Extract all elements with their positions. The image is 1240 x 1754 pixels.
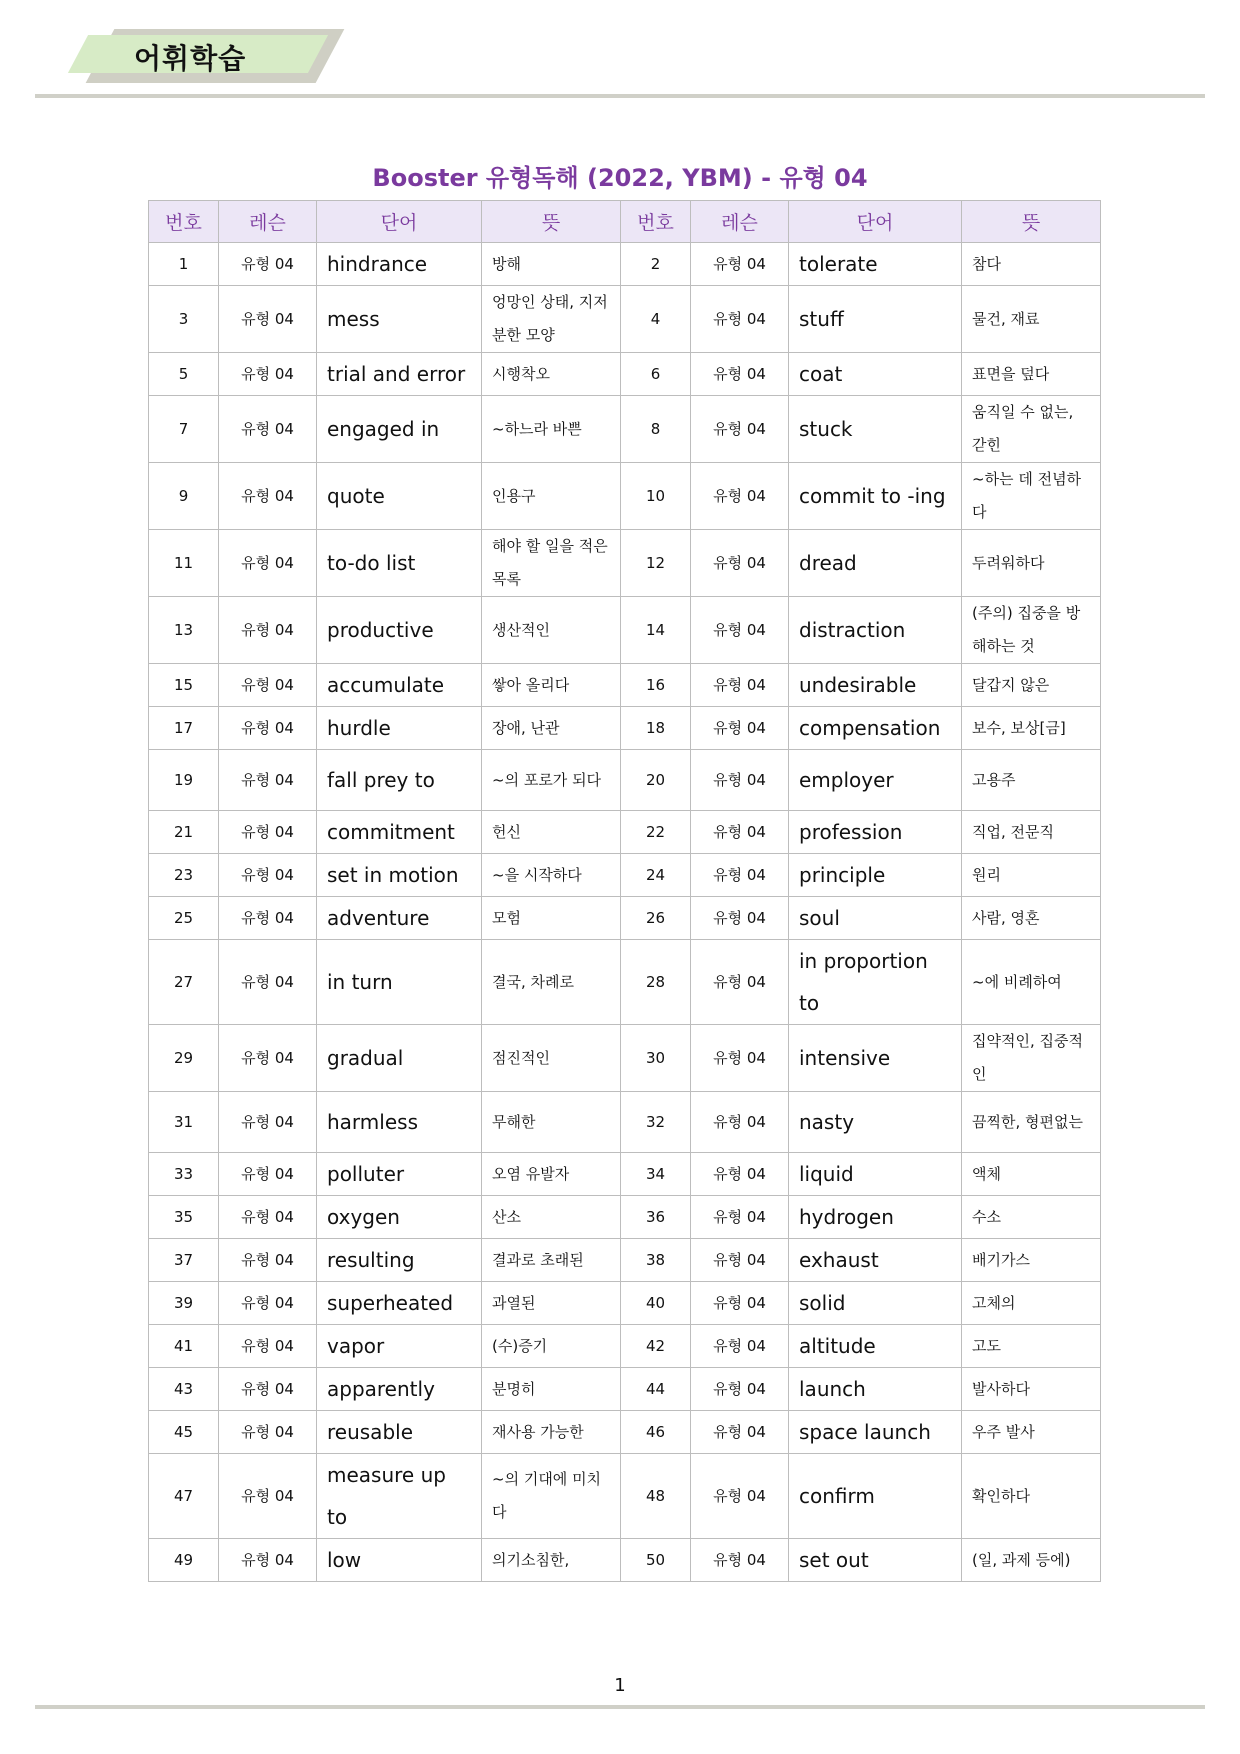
column-header-meaning: 뜻 <box>482 201 621 243</box>
column-header-meaning: 뜻 <box>962 201 1101 243</box>
entry-number: 4 <box>621 286 691 353</box>
entry-number: 36 <box>621 1196 691 1239</box>
entry-number: 11 <box>149 530 219 597</box>
entry-lesson: 유형 04 <box>219 1454 317 1539</box>
entry-lesson: 유형 04 <box>219 1325 317 1368</box>
entry-word: trial and error <box>317 353 482 396</box>
entry-meaning: 생산적인 <box>482 597 621 664</box>
entry-lesson: 유형 04 <box>691 530 789 597</box>
entry-word: principle <box>789 854 962 897</box>
entry-lesson: 유형 04 <box>219 940 317 1025</box>
entry-lesson: 유형 04 <box>691 750 789 811</box>
entry-number: 24 <box>621 854 691 897</box>
entry-number: 16 <box>621 664 691 707</box>
entry-meaning: 결국, 차례로 <box>482 940 621 1025</box>
entry-meaning: ~에 비례하여 <box>962 940 1101 1025</box>
entry-meaning: 보수, 보상[금] <box>962 707 1101 750</box>
entry-word: hindrance <box>317 243 482 286</box>
entry-word: in turn <box>317 940 482 1025</box>
entry-number: 10 <box>621 463 691 530</box>
entry-word: commitment <box>317 811 482 854</box>
entry-meaning: 쌓아 올리다 <box>482 664 621 707</box>
entry-number: 12 <box>621 530 691 597</box>
entry-number: 27 <box>149 940 219 1025</box>
entry-lesson: 유형 04 <box>219 530 317 597</box>
entry-number: 39 <box>149 1282 219 1325</box>
entry-word: employer <box>789 750 962 811</box>
entry-word: nasty <box>789 1092 962 1153</box>
entry-number: 9 <box>149 463 219 530</box>
entry-lesson: 유형 04 <box>691 664 789 707</box>
entry-lesson: 유형 04 <box>691 1454 789 1539</box>
entry-meaning: 무해한 <box>482 1092 621 1153</box>
entry-word: hydrogen <box>789 1196 962 1239</box>
table-row <box>149 353 1101 396</box>
entry-meaning: 고체의 <box>962 1282 1101 1325</box>
entry-number: 31 <box>149 1092 219 1153</box>
entry-meaning: 배기가스 <box>962 1239 1101 1282</box>
entry-lesson: 유형 04 <box>691 1239 789 1282</box>
entry-word: tolerate <box>789 243 962 286</box>
entry-meaning: 우주 발사 <box>962 1411 1101 1454</box>
entry-word: mess <box>317 286 482 353</box>
entry-meaning: 직업, 전문직 <box>962 811 1101 854</box>
entry-number: 8 <box>621 396 691 463</box>
entry-meaning: 재사용 가능한 <box>482 1411 621 1454</box>
entry-number: 35 <box>149 1196 219 1239</box>
entry-word: commit to -ing <box>789 463 962 530</box>
entry-lesson: 유형 04 <box>219 1282 317 1325</box>
entry-number: 45 <box>149 1411 219 1454</box>
table-row <box>149 463 1101 530</box>
entry-word: intensive <box>789 1025 962 1092</box>
entry-lesson: 유형 04 <box>219 750 317 811</box>
entry-lesson: 유형 04 <box>219 396 317 463</box>
entry-meaning: 확인하다 <box>962 1454 1101 1539</box>
entry-number: 40 <box>621 1282 691 1325</box>
entry-number: 6 <box>621 353 691 396</box>
entry-meaning: 산소 <box>482 1196 621 1239</box>
entry-number: 3 <box>149 286 219 353</box>
entry-number: 33 <box>149 1153 219 1196</box>
entry-number: 41 <box>149 1325 219 1368</box>
table-row <box>149 707 1101 750</box>
entry-meaning: 모험 <box>482 897 621 940</box>
table-row <box>149 664 1101 707</box>
entry-number: 21 <box>149 811 219 854</box>
entry-meaning: 액체 <box>962 1153 1101 1196</box>
entry-meaning: 과열된 <box>482 1282 621 1325</box>
entry-number: 22 <box>621 811 691 854</box>
entry-lesson: 유형 04 <box>219 1196 317 1239</box>
entry-lesson: 유형 04 <box>691 1196 789 1239</box>
entry-word: space launch <box>789 1411 962 1454</box>
entry-number: 7 <box>149 396 219 463</box>
table-row <box>149 286 1101 353</box>
column-header-number: 번호 <box>149 201 219 243</box>
section-title: 어휘학습 <box>134 42 247 75</box>
entry-word: soul <box>789 897 962 940</box>
entry-meaning: ~하느라 바쁜 <box>482 396 621 463</box>
entry-lesson: 유형 04 <box>691 1092 789 1153</box>
table-row <box>149 811 1101 854</box>
entry-number: 47 <box>149 1454 219 1539</box>
entry-word: superheated <box>317 1282 482 1325</box>
entry-word: resulting <box>317 1239 482 1282</box>
table-row <box>149 854 1101 897</box>
entry-lesson: 유형 04 <box>691 1282 789 1325</box>
entry-number: 48 <box>621 1454 691 1539</box>
entry-number: 42 <box>621 1325 691 1368</box>
entry-lesson: 유형 04 <box>219 1092 317 1153</box>
table-row <box>149 897 1101 940</box>
entry-lesson: 유형 04 <box>219 1239 317 1282</box>
entry-number: 38 <box>621 1239 691 1282</box>
entry-word: undesirable <box>789 664 962 707</box>
entry-lesson: 유형 04 <box>219 1153 317 1196</box>
entry-word: hurdle <box>317 707 482 750</box>
entry-meaning: 발사하다 <box>962 1368 1101 1411</box>
column-header-word: 단어 <box>789 201 962 243</box>
vocabulary-table <box>148 200 1101 1582</box>
entry-number: 17 <box>149 707 219 750</box>
entry-word: accumulate <box>317 664 482 707</box>
entry-lesson: 유형 04 <box>219 1368 317 1411</box>
entry-meaning: 집약적인, 집중적인 <box>962 1025 1101 1092</box>
entry-number: 15 <box>149 664 219 707</box>
entry-meaning: ~의 포로가 되다 <box>482 750 621 811</box>
entry-meaning: (주의) 집중을 방해하는 것 <box>962 597 1101 664</box>
entry-number: 43 <box>149 1368 219 1411</box>
entry-lesson: 유형 04 <box>219 243 317 286</box>
entry-meaning: ~을 시작하다 <box>482 854 621 897</box>
entry-number: 29 <box>149 1025 219 1092</box>
entry-word: liquid <box>789 1153 962 1196</box>
entry-word: coat <box>789 353 962 396</box>
entry-meaning: 두려워하다 <box>962 530 1101 597</box>
entry-word: polluter <box>317 1153 482 1196</box>
table-row <box>149 940 1101 1025</box>
entry-number: 13 <box>149 597 219 664</box>
entry-number: 44 <box>621 1368 691 1411</box>
entry-lesson: 유형 04 <box>691 1153 789 1196</box>
entry-lesson: 유형 04 <box>219 1539 317 1582</box>
table-row <box>149 1325 1101 1368</box>
entry-word: adventure <box>317 897 482 940</box>
entry-word: set in motion <box>317 854 482 897</box>
table-row <box>149 1092 1101 1153</box>
entry-meaning: 의기소침한, <box>482 1539 621 1582</box>
entry-lesson: 유형 04 <box>691 811 789 854</box>
entry-word: solid <box>789 1282 962 1325</box>
entry-meaning: 참다 <box>962 243 1101 286</box>
entry-number: 25 <box>149 897 219 940</box>
entry-lesson: 유형 04 <box>691 1411 789 1454</box>
table-row <box>149 1025 1101 1092</box>
entry-word: stuck <box>789 396 962 463</box>
entry-word: low <box>317 1539 482 1582</box>
entry-word: reusable <box>317 1411 482 1454</box>
entry-meaning: (수)증기 <box>482 1325 621 1368</box>
page-number: 1 <box>614 1675 626 1696</box>
column-header-lesson: 레슨 <box>691 201 789 243</box>
entry-number: 50 <box>621 1539 691 1582</box>
entry-lesson: 유형 04 <box>219 1411 317 1454</box>
entry-meaning: 점진적인 <box>482 1025 621 1092</box>
entry-lesson: 유형 04 <box>219 1025 317 1092</box>
entry-lesson: 유형 04 <box>219 811 317 854</box>
entry-meaning: 장애, 난관 <box>482 707 621 750</box>
table-row <box>149 530 1101 597</box>
entry-lesson: 유형 04 <box>691 286 789 353</box>
column-header-lesson: 레슨 <box>219 201 317 243</box>
table-row <box>149 1282 1101 1325</box>
entry-lesson: 유형 04 <box>219 286 317 353</box>
entry-lesson: 유형 04 <box>691 396 789 463</box>
table-row <box>149 597 1101 664</box>
entry-lesson: 유형 04 <box>219 664 317 707</box>
entry-meaning: 분명히 <box>482 1368 621 1411</box>
entry-word: harmless <box>317 1092 482 1153</box>
entry-word: profession <box>789 811 962 854</box>
entry-word: gradual <box>317 1025 482 1092</box>
entry-number: 23 <box>149 854 219 897</box>
entry-lesson: 유형 04 <box>691 463 789 530</box>
table-header-row <box>149 201 1101 243</box>
table-row <box>149 1196 1101 1239</box>
top-divider <box>35 94 1205 98</box>
entry-word: apparently <box>317 1368 482 1411</box>
entry-word: productive <box>317 597 482 664</box>
entry-number: 28 <box>621 940 691 1025</box>
entry-word: distraction <box>789 597 962 664</box>
entry-number: 37 <box>149 1239 219 1282</box>
entry-meaning: ~의 기대에 미치다 <box>482 1454 621 1539</box>
table-row <box>149 1153 1101 1196</box>
entry-meaning: 끔찍한, 형편없는 <box>962 1092 1101 1153</box>
entry-word: measure up to <box>317 1454 482 1539</box>
entry-meaning: 인용구 <box>482 463 621 530</box>
column-header-word: 단어 <box>317 201 482 243</box>
entry-meaning: 시행착오 <box>482 353 621 396</box>
table-row <box>149 1411 1101 1454</box>
entry-number: 20 <box>621 750 691 811</box>
entry-lesson: 유형 04 <box>691 940 789 1025</box>
entry-lesson: 유형 04 <box>219 463 317 530</box>
entry-number: 46 <box>621 1411 691 1454</box>
entry-lesson: 유형 04 <box>219 707 317 750</box>
entry-number: 26 <box>621 897 691 940</box>
entry-meaning: 사람, 영혼 <box>962 897 1101 940</box>
table-row <box>149 1454 1101 1539</box>
entry-lesson: 유형 04 <box>691 353 789 396</box>
table-row <box>149 1539 1101 1582</box>
entry-word: set out <box>789 1539 962 1582</box>
entry-number: 30 <box>621 1025 691 1092</box>
entry-lesson: 유형 04 <box>691 1368 789 1411</box>
entry-meaning: 수소 <box>962 1196 1101 1239</box>
entry-meaning: 고용주 <box>962 750 1101 811</box>
entry-number: 14 <box>621 597 691 664</box>
entry-number: 1 <box>149 243 219 286</box>
entry-meaning: ~하는 데 전념하다 <box>962 463 1101 530</box>
entry-number: 5 <box>149 353 219 396</box>
entry-word: altitude <box>789 1325 962 1368</box>
table-row <box>149 1368 1101 1411</box>
entry-number: 2 <box>621 243 691 286</box>
entry-lesson: 유형 04 <box>691 1539 789 1582</box>
entry-lesson: 유형 04 <box>691 1025 789 1092</box>
entry-word: launch <box>789 1368 962 1411</box>
entry-word: confirm <box>789 1454 962 1539</box>
entry-lesson: 유형 04 <box>219 897 317 940</box>
entry-meaning: 오염 유발자 <box>482 1153 621 1196</box>
entry-number: 19 <box>149 750 219 811</box>
entry-lesson: 유형 04 <box>691 707 789 750</box>
entry-word: quote <box>317 463 482 530</box>
entry-meaning: 결과로 초래된 <box>482 1239 621 1282</box>
entry-meaning: (일, 과제 등에) <box>962 1539 1101 1582</box>
section-header <box>64 27 364 87</box>
entry-meaning: 해야 할 일을 적은 목록 <box>482 530 621 597</box>
entry-word: stuff <box>789 286 962 353</box>
entry-lesson: 유형 04 <box>691 597 789 664</box>
table-row <box>149 1239 1101 1282</box>
entry-meaning: 달갑지 않은 <box>962 664 1101 707</box>
entry-lesson: 유형 04 <box>219 854 317 897</box>
entry-number: 18 <box>621 707 691 750</box>
entry-meaning: 움직일 수 없는, 갇힌 <box>962 396 1101 463</box>
column-header-number: 번호 <box>621 201 691 243</box>
table-row <box>149 750 1101 811</box>
entry-meaning: 원리 <box>962 854 1101 897</box>
entry-lesson: 유형 04 <box>691 243 789 286</box>
entry-word: dread <box>789 530 962 597</box>
table-row <box>149 396 1101 463</box>
entry-lesson: 유형 04 <box>219 353 317 396</box>
entry-word: compensation <box>789 707 962 750</box>
entry-lesson: 유형 04 <box>691 897 789 940</box>
entry-meaning: 표면을 덮다 <box>962 353 1101 396</box>
entry-meaning: 물건, 재료 <box>962 286 1101 353</box>
entry-word: exhaust <box>789 1239 962 1282</box>
entry-lesson: 유형 04 <box>219 597 317 664</box>
entry-lesson: 유형 04 <box>691 1325 789 1368</box>
entry-meaning: 방해 <box>482 243 621 286</box>
bottom-divider <box>35 1705 1205 1709</box>
entry-meaning: 헌신 <box>482 811 621 854</box>
entry-word: fall prey to <box>317 750 482 811</box>
entry-number: 49 <box>149 1539 219 1582</box>
entry-lesson: 유형 04 <box>691 854 789 897</box>
entry-word: in proportion to <box>789 940 962 1025</box>
entry-number: 34 <box>621 1153 691 1196</box>
entry-meaning: 엉망인 상태, 지저분한 모양 <box>482 286 621 353</box>
entry-word: oxygen <box>317 1196 482 1239</box>
entry-word: engaged in <box>317 396 482 463</box>
entry-number: 32 <box>621 1092 691 1153</box>
entry-word: to-do list <box>317 530 482 597</box>
table-row <box>149 243 1101 286</box>
document-title: Booster 유형독해 (2022, YBM) - 유형 04 <box>372 164 868 192</box>
entry-word: vapor <box>317 1325 482 1368</box>
entry-meaning: 고도 <box>962 1325 1101 1368</box>
